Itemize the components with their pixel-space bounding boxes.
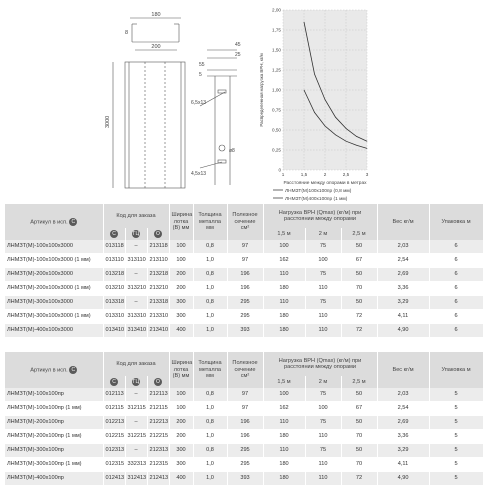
x-tick-label: 1,5 bbox=[300, 172, 308, 177]
table-cell: 100 bbox=[169, 402, 193, 416]
table-cell: 110 bbox=[263, 444, 305, 458]
table-cell: 50 bbox=[341, 388, 377, 402]
table-cell: 012113 bbox=[103, 388, 125, 402]
table-cell: 100 bbox=[263, 240, 305, 254]
table-cell: 300 bbox=[169, 296, 193, 310]
y-tick-label: 1,25 bbox=[272, 67, 281, 73]
table-cell: 332313 bbox=[125, 458, 147, 472]
table-cell: 70 bbox=[341, 430, 377, 444]
table-cell: 212215 bbox=[147, 430, 169, 444]
x-tick-label: 2,5 bbox=[342, 172, 350, 177]
table-cell: 180 bbox=[263, 430, 305, 444]
table-cell: 110 bbox=[305, 310, 341, 324]
table-cell: 300 bbox=[169, 444, 193, 458]
table-cell: 2,69 bbox=[377, 268, 429, 282]
table-cell: 70 bbox=[341, 282, 377, 296]
y-tick-label: 1,75 bbox=[272, 27, 281, 33]
table-row bbox=[5, 430, 483, 444]
table-cell: 4,90 bbox=[377, 324, 429, 338]
table-cell: 200 bbox=[169, 416, 193, 430]
table-cell: 6 bbox=[429, 240, 483, 254]
table-cell: 110 bbox=[263, 296, 305, 310]
th-thickness: Толщина металла мм bbox=[193, 204, 227, 240]
series-point bbox=[314, 74, 315, 75]
table-cell: 012315 bbox=[103, 458, 125, 472]
table-cell: 213218 bbox=[147, 268, 169, 282]
table-cell: 50 bbox=[341, 416, 377, 430]
table-cell: 180 bbox=[263, 310, 305, 324]
table-cell: – bbox=[125, 444, 147, 458]
table-cell: 3,36 bbox=[377, 430, 429, 444]
table-cell: 72 bbox=[341, 472, 377, 486]
table-cell: 180 bbox=[263, 472, 305, 486]
table-cell: 110 bbox=[305, 430, 341, 444]
table-cell: 212213 bbox=[147, 416, 169, 430]
table-cell: 313210 bbox=[125, 282, 147, 296]
table-cell: 312215 bbox=[125, 430, 147, 444]
table-cell: 196 bbox=[227, 416, 263, 430]
dim-8: 8 bbox=[125, 30, 129, 36]
series-point bbox=[367, 148, 368, 149]
table-cell: 67 bbox=[341, 254, 377, 268]
table-cell: 5 bbox=[429, 402, 483, 416]
table-cell: 50 bbox=[341, 240, 377, 254]
table-cell: ЛНМЗТ(М)-300x100пр (1 мм) bbox=[5, 458, 103, 472]
y-axis-label: Распределенная нагрузка ВРН, кг/м bbox=[259, 53, 264, 127]
th-d1: 1,5 м bbox=[263, 376, 305, 388]
dim-slot-6-5: 6,5x13 bbox=[191, 100, 207, 106]
table-cell: 75 bbox=[305, 388, 341, 402]
table-cell: 180 bbox=[263, 324, 305, 338]
table-cell: ЛНМЗТ(М)-100x100пр bbox=[5, 388, 103, 402]
table-cell: 3,29 bbox=[377, 444, 429, 458]
th-d1: 1,5 м bbox=[263, 228, 305, 240]
table-cell: 312413 bbox=[125, 472, 147, 486]
table-cell: 5 bbox=[429, 472, 483, 486]
table-cell: 212413 bbox=[147, 472, 169, 486]
table-cell: 100 bbox=[169, 240, 193, 254]
table-cell: 100 bbox=[263, 388, 305, 402]
table-cell: 012115 bbox=[103, 402, 125, 416]
table-cell: 5 bbox=[429, 444, 483, 458]
table-cell: ЛНМЗТ(М)-200x100x3000 bbox=[5, 268, 103, 282]
table-cell: 312115 bbox=[125, 402, 147, 416]
table-row bbox=[5, 388, 483, 402]
table-row bbox=[5, 254, 483, 268]
table-row bbox=[5, 444, 483, 458]
th-weight: Вес кг/м bbox=[377, 204, 429, 240]
y-tick-label: 0,50 bbox=[272, 127, 281, 133]
table-cell: 6 bbox=[429, 282, 483, 296]
table-cell: 013118 bbox=[103, 240, 125, 254]
table-cell: 3,36 bbox=[377, 282, 429, 296]
th-d2: 2 м bbox=[305, 228, 341, 240]
product-table-1 bbox=[5, 204, 484, 338]
table-cell: – bbox=[125, 268, 147, 282]
th-c: С bbox=[103, 376, 125, 388]
series-point bbox=[335, 135, 336, 136]
table-cell: 1,0 bbox=[193, 310, 227, 324]
table-cell: ЛНМЗТ(М)-300x100x3000 bbox=[5, 296, 103, 310]
th-load: Нагрузка ВРН (Qmax) (кг/м) при расстоянии между опорами bbox=[263, 352, 377, 376]
th-pack: Упаковка м bbox=[429, 204, 483, 240]
table-cell: 1,0 bbox=[193, 430, 227, 444]
y-tick-label: 0 bbox=[278, 167, 281, 173]
series-point bbox=[335, 117, 336, 118]
table-cell: 0,8 bbox=[193, 416, 227, 430]
th-section: Полезное сечение см² bbox=[227, 204, 263, 240]
dim-5: 5 bbox=[199, 72, 202, 78]
table-cell: 180 bbox=[263, 282, 305, 296]
table-cell: 196 bbox=[227, 282, 263, 296]
table-cell: 1,0 bbox=[193, 402, 227, 416]
x-tick-label: 3 bbox=[365, 172, 369, 177]
table-row bbox=[5, 282, 483, 296]
table-cell: – bbox=[125, 296, 147, 310]
table-cell: 013310 bbox=[103, 310, 125, 324]
dim-200: 200 bbox=[151, 44, 161, 50]
table-cell: ЛНМЗТ(М)-100x100x3000 bbox=[5, 240, 103, 254]
table-cell: 3,29 bbox=[377, 296, 429, 310]
table-cell: ЛНМЗТ(М)-400x100пр bbox=[5, 472, 103, 486]
table-cell: 5 bbox=[429, 416, 483, 430]
table-cell: 0,8 bbox=[193, 268, 227, 282]
table-cell: 295 bbox=[227, 310, 263, 324]
table-cell: 100 bbox=[305, 254, 341, 268]
table-cell: 212315 bbox=[147, 458, 169, 472]
table-cell: 97 bbox=[227, 388, 263, 402]
table-cell: 97 bbox=[227, 240, 263, 254]
table-cell: 196 bbox=[227, 268, 263, 282]
table-cell: 393 bbox=[227, 472, 263, 486]
th-weight: Вес кг/м bbox=[377, 352, 429, 388]
table-cell: 393 bbox=[227, 324, 263, 338]
table-cell: 110 bbox=[263, 416, 305, 430]
technical-drawing bbox=[95, 10, 255, 195]
table-cell: 2,54 bbox=[377, 254, 429, 268]
table-cell: 196 bbox=[227, 430, 263, 444]
th-pack: Упаковка м bbox=[429, 352, 483, 388]
table-cell: 5 bbox=[429, 388, 483, 402]
table-cell: 2,69 bbox=[377, 416, 429, 430]
series-point bbox=[325, 99, 326, 100]
table-row bbox=[5, 310, 483, 324]
table-cell: 50 bbox=[341, 296, 377, 310]
th-article: Артикул в исп. С bbox=[5, 352, 103, 388]
table-cell: 5 bbox=[429, 430, 483, 444]
table-cell: 75 bbox=[305, 416, 341, 430]
table-cell: 313410 bbox=[125, 324, 147, 338]
table-cell: ЛНМЗТ(М)-200x100пр bbox=[5, 416, 103, 430]
x-axis-label: Расстояние между опорами в метрах bbox=[283, 181, 367, 186]
table-cell: 2,03 bbox=[377, 240, 429, 254]
x-tick-label: 2 bbox=[323, 172, 327, 177]
table-cell: 200 bbox=[169, 430, 193, 444]
table-cell: – bbox=[125, 416, 147, 430]
th-width: Ширина лотка (B) мм bbox=[169, 204, 193, 240]
table-cell: 4,90 bbox=[377, 472, 429, 486]
table-cell: 2,03 bbox=[377, 388, 429, 402]
table-cell: 6 bbox=[429, 296, 483, 310]
table-row bbox=[5, 472, 483, 486]
c-mark-icon: С bbox=[69, 218, 77, 226]
table-row bbox=[5, 240, 483, 254]
table-cell: 70 bbox=[341, 458, 377, 472]
table-row bbox=[5, 296, 483, 310]
x-tick-label: 1 bbox=[281, 172, 285, 177]
table-cell: 213410 bbox=[147, 324, 169, 338]
table-cell: – bbox=[125, 240, 147, 254]
series-point bbox=[356, 145, 357, 146]
table-cell: 1,0 bbox=[193, 324, 227, 338]
table-cell: 295 bbox=[227, 296, 263, 310]
table-cell: 213210 bbox=[147, 282, 169, 296]
th-load: Нагрузка ВРН (Qmax) (кг/м) при расстоянии между опорами bbox=[263, 204, 377, 228]
series-point bbox=[346, 128, 347, 129]
th-article: Артикул в исп. С bbox=[5, 204, 103, 240]
th-o: О bbox=[147, 228, 169, 240]
table-cell: 0,8 bbox=[193, 240, 227, 254]
table-cell: 50 bbox=[341, 268, 377, 282]
dim-180: 180 bbox=[151, 12, 161, 18]
table-cell: 75 bbox=[305, 296, 341, 310]
table-cell: 295 bbox=[227, 444, 263, 458]
series-point bbox=[304, 22, 305, 23]
table-cell: 6 bbox=[429, 310, 483, 324]
table-cell: 97 bbox=[227, 254, 263, 268]
series-point bbox=[325, 126, 326, 127]
dim-slot-4-5: 4,5x13 bbox=[191, 171, 207, 177]
dim-45: 45 bbox=[235, 42, 241, 48]
table-cell: 0,8 bbox=[193, 296, 227, 310]
table-cell: 72 bbox=[341, 324, 377, 338]
table-row bbox=[5, 402, 483, 416]
table-cell: 75 bbox=[305, 444, 341, 458]
table-cell: 1,0 bbox=[193, 254, 227, 268]
dim-length: 3000 bbox=[105, 115, 111, 128]
table-cell: 213318 bbox=[147, 296, 169, 310]
th-thickness: Толщина металла мм bbox=[193, 352, 227, 388]
table-cell: 212313 bbox=[147, 444, 169, 458]
load-chart bbox=[255, 4, 380, 204]
table-cell: 013318 bbox=[103, 296, 125, 310]
table-cell: 013110 bbox=[103, 254, 125, 268]
th-o: О bbox=[147, 376, 169, 388]
table-cell: 110 bbox=[305, 324, 341, 338]
table-cell: 1,0 bbox=[193, 458, 227, 472]
y-tick-label: 0,25 bbox=[272, 147, 281, 153]
th-gc: ГЦ bbox=[125, 228, 147, 240]
table-cell: 72 bbox=[341, 310, 377, 324]
th-code: Код для заказа bbox=[103, 352, 169, 376]
series-point bbox=[356, 136, 357, 137]
table-cell: ЛНМЗТ(М)-100x100пр (1 мм) bbox=[5, 402, 103, 416]
table-cell: ЛНМЗТ(М)-300x100пр bbox=[5, 444, 103, 458]
table-cell: 75 bbox=[305, 268, 341, 282]
series-point bbox=[367, 141, 368, 142]
y-tick-label: 2,00 bbox=[272, 7, 281, 13]
th-c: С bbox=[103, 228, 125, 240]
table-cell: 213310 bbox=[147, 310, 169, 324]
table-cell: 313310 bbox=[125, 310, 147, 324]
table-cell: 012213 bbox=[103, 416, 125, 430]
legend-entry-1: ЛНМЗТ(М)100x100пр (0,8 мм) bbox=[285, 189, 352, 194]
table-cell: 100 bbox=[169, 388, 193, 402]
table-cell: ЛНМЗТ(М)-300x100x3000 (1 мм) bbox=[5, 310, 103, 324]
table-cell: 300 bbox=[169, 458, 193, 472]
table-cell: 013210 bbox=[103, 282, 125, 296]
table-cell: 100 bbox=[169, 254, 193, 268]
table-row bbox=[5, 458, 483, 472]
table-cell: 400 bbox=[169, 472, 193, 486]
table-cell: 5 bbox=[429, 458, 483, 472]
table-cell: 97 bbox=[227, 402, 263, 416]
table-cell: 012413 bbox=[103, 472, 125, 486]
dim-25: 25 bbox=[235, 52, 241, 58]
table-cell: – bbox=[125, 388, 147, 402]
table-cell: 67 bbox=[341, 402, 377, 416]
table-row bbox=[5, 416, 483, 430]
table-cell: ЛНМЗТ(М)-200x100пр (1 мм) bbox=[5, 430, 103, 444]
table-cell: 162 bbox=[263, 402, 305, 416]
table-cell: 180 bbox=[263, 458, 305, 472]
th-gc: ГЦ bbox=[125, 376, 147, 388]
table-cell: 213110 bbox=[147, 254, 169, 268]
table-cell: 162 bbox=[263, 254, 305, 268]
th-code: Код для заказа bbox=[103, 204, 169, 228]
table-cell: 110 bbox=[305, 282, 341, 296]
table-row bbox=[5, 324, 483, 338]
table-cell: 110 bbox=[305, 458, 341, 472]
table-cell: 295 bbox=[227, 458, 263, 472]
product-table-2 bbox=[5, 352, 484, 486]
table-cell: 012215 bbox=[103, 430, 125, 444]
series-point bbox=[346, 141, 347, 142]
th-width: Ширина лотка (B) мм bbox=[169, 352, 193, 388]
table-row bbox=[5, 268, 483, 282]
table-cell: 013410 bbox=[103, 324, 125, 338]
th-section: Полезное сечение см² bbox=[227, 352, 263, 388]
table-cell: ЛНМЗТ(М)-100x100x3000 (1 мм) bbox=[5, 254, 103, 268]
table-cell: ЛНМЗТ(М)-200x100x3000 (1 мм) bbox=[5, 282, 103, 296]
table-cell: 212113 bbox=[147, 388, 169, 402]
table-cell: 313110 bbox=[125, 254, 147, 268]
table-cell: 4,11 bbox=[377, 310, 429, 324]
table-cell: 0,8 bbox=[193, 444, 227, 458]
table-cell: 50 bbox=[341, 444, 377, 458]
table-cell: 212115 bbox=[147, 402, 169, 416]
table-cell: 6 bbox=[429, 324, 483, 338]
table-cell: 013218 bbox=[103, 268, 125, 282]
series-point bbox=[304, 90, 305, 91]
th-d3: 2,5 м bbox=[341, 376, 377, 388]
table-cell: 2,54 bbox=[377, 402, 429, 416]
table-cell: 400 bbox=[169, 324, 193, 338]
table-cell: 200 bbox=[169, 268, 193, 282]
table-cell: 200 bbox=[169, 282, 193, 296]
c-mark-icon: С bbox=[69, 366, 77, 374]
th-d3: 2,5 м bbox=[341, 228, 377, 240]
table-cell: 1,0 bbox=[193, 282, 227, 296]
table-cell: 110 bbox=[305, 472, 341, 486]
dim-hole: ø8 bbox=[229, 148, 235, 154]
table-cell: 100 bbox=[305, 402, 341, 416]
th-d2: 2 м bbox=[305, 376, 341, 388]
table-cell: 213118 bbox=[147, 240, 169, 254]
table-cell: ЛНМЗТ(М)-400x100x3000 bbox=[5, 324, 103, 338]
table-cell: 0,8 bbox=[193, 388, 227, 402]
table-cell: 4,11 bbox=[377, 458, 429, 472]
y-tick-label: 0,75 bbox=[272, 107, 281, 113]
y-tick-label: 1,00 bbox=[272, 87, 281, 93]
table-cell: 110 bbox=[263, 268, 305, 282]
table-cell: 300 bbox=[169, 310, 193, 324]
table-cell: 1,0 bbox=[193, 472, 227, 486]
series-point bbox=[314, 112, 315, 113]
legend-entry-2: ЛНМЗТ(М)400x100пр (1 мм) bbox=[285, 197, 348, 202]
table-cell: 6 bbox=[429, 254, 483, 268]
y-tick-label: 1,50 bbox=[272, 47, 281, 53]
table-cell: 6 bbox=[429, 268, 483, 282]
table-cell: 012313 bbox=[103, 444, 125, 458]
dim-55: 55 bbox=[199, 62, 205, 68]
table-cell: 75 bbox=[305, 240, 341, 254]
